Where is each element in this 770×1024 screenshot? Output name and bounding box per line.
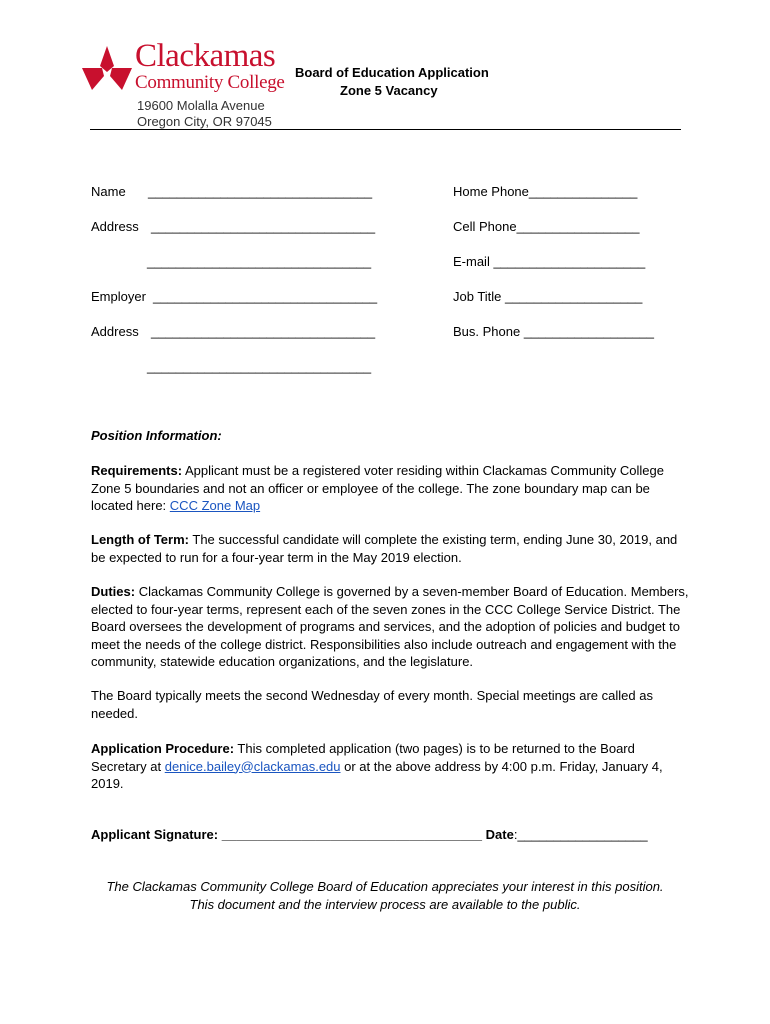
college-logo-icon: [82, 46, 132, 92]
secretary-email-link[interactable]: denice.bailey@clackamas.edu: [164, 758, 341, 774]
date-field[interactable]: :__________________: [513, 827, 648, 842]
college-name: Clackamas: [135, 38, 276, 74]
header-divider: [90, 129, 681, 130]
business-address-field-line2[interactable]: _______________________________: [147, 359, 372, 374]
employer-label: Employer: [91, 289, 146, 304]
cell-phone-field[interactable]: Cell Phone_________________: [453, 219, 640, 234]
duties-label: Duties:: [91, 584, 136, 599]
footer-note-line1: The Clackamas Community College Board of Education appreciates your interest in this position.: [106, 879, 664, 894]
procedure-label: Application Procedure:: [91, 741, 235, 756]
college-name-line2: Community College: [135, 72, 285, 93]
procedure-text-end: or at the above address by 4:00 p.m. Friday, January 4, 2019.: [91, 758, 663, 791]
email-field[interactable]: E-mail _____________________: [453, 254, 646, 269]
procedure-paragraph: [91, 740, 691, 793]
address-field[interactable]: _______________________________: [151, 219, 376, 234]
college-address-city: Oregon City, OR 97045: [137, 114, 272, 129]
name-field[interactable]: _______________________________: [148, 184, 373, 199]
signature-row: [91, 827, 648, 842]
business-address-label: Address: [91, 324, 139, 339]
position-heading: Position Information:: [91, 428, 222, 443]
employer-field[interactable]: _______________________________: [153, 289, 378, 304]
requirements-text: Applicant must be a registered voter residing within Clackamas Community College Zone 5 boundaries and not an officer or employee of the college. The zone boundary map can be located here:: [91, 463, 664, 513]
job-title-field[interactable]: Job Title ___________________: [453, 289, 643, 304]
name-label: Name: [91, 184, 126, 199]
address-label: Address: [91, 219, 139, 234]
meetings-paragraph: The Board typically meets the second Wednesday of every month. Special meetings are called as needed.: [91, 688, 653, 721]
signature-label: Applicant Signature:: [91, 827, 219, 842]
requirements-label: Requirements:: [91, 463, 183, 478]
term-label: Length of Term:: [91, 532, 189, 547]
college-address-street: 19600 Molalla Avenue: [137, 98, 265, 113]
address-field-line2[interactable]: _______________________________: [147, 254, 372, 269]
zone-map-link[interactable]: CCC Zone Map: [169, 498, 261, 513]
procedure-text: This completed application (two pages) is to be returned to the Board Secretary at: [91, 741, 635, 774]
home-phone-field[interactable]: Home Phone_______________: [453, 184, 638, 199]
bus-phone-field[interactable]: Bus. Phone __________________: [453, 324, 654, 339]
document-title: Board of Education Application: [295, 65, 489, 80]
signature-field[interactable]: ____________________________________: [221, 827, 483, 842]
duties-text: Clackamas Community College is governed by a seven-member Board of Education. Members, elected to four-year terms, represent each of the seven zones in the CCC College Service District. The Board oversees the development of programs and services, and the adoption of policies and budget to meet the needs of the college district. Responsibilities also include outreach and engagement with the community, statewide education organizations, and the legislature.: [91, 584, 689, 669]
duties-paragraph: [91, 583, 691, 671]
term-paragraph: [91, 531, 691, 566]
footer-note-line2: This document and the interview process are available to the public.: [189, 897, 581, 912]
business-address-field[interactable]: _______________________________: [151, 324, 376, 339]
term-text: The successful candidate will complete the existing term, ending June 30, 2019, and be expected to run for a four-year term in the May 2019 election.: [91, 532, 678, 565]
date-label: Date: [485, 827, 514, 842]
requirements-paragraph: [91, 462, 691, 515]
document-subtitle: Zone 5 Vacancy: [340, 83, 438, 98]
